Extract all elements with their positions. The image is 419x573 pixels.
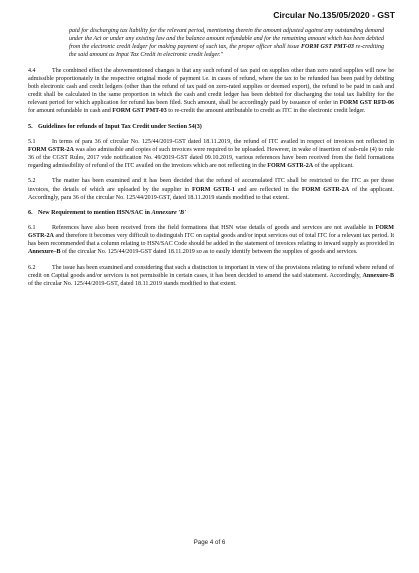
form-reference: FORM GSTR-2A — [301, 186, 350, 193]
form-reference: FORM GSTR-2A — [28, 224, 394, 240]
paragraph-4-4: 4.4 The combined effect the abovementioned changes is that any such refund of tax paid on supplies other than zero rated supplies will now be admissible proportionately in the respective original mode of payment i.e. in cases of refund, where the tax to be refunded has been paid by debiting both electronic cash and credit ledgers (other than the refund of tax paid on zero-rated supplies or deemed export), the refund to be paid in cash and credit shall be calculated in the same proportion in which the cash and credit ledger has been debited for discharging the total tax liability for the relevant period for which application for refund has been filed. Such amount, shall be accordingly paid by issuance of order in FORM GST RFD-06 for amount refundable in cash and FORM GST PMT-03 to re-credit the amount attributable to credit as ITC in the electronic credit ledger. — [28, 67, 394, 115]
paragraph-5-2: 5.2 The matter has been examined and it has been decided that the refund of accumulated ITC shall be restricted to the ITC as per those invoices, the details of which are uploaded by the supplier in FORM GSTR-1 and are reflected in the FORM GSTR-2A of the applicant. Accordingly, para 36 of the circular No. 125/44/2019-GST, dated 18.11.2019 stands modified to that extent. — [28, 178, 395, 201]
section-heading-5: 5. Guidelines for refunds of Input Tax Credit under Section 54(3) — [28, 123, 202, 130]
section-heading-6: 6. New Requirement to mention HSN/SAC in Annexure 'B' — [28, 209, 186, 216]
page-number-footer: Page 4 of 6 — [193, 539, 226, 546]
form-reference: FORM GSTR-2A — [267, 163, 314, 170]
paragraph-6-1: 6.1 References have also been received from the field formations that HSN wise details of goods and services are not available in FORM GSTR-2A and therefore it becomes very difficult to distinguish ITC on capital goods and/or input services out of total ITC for a relevant tax period. It has been recommended that a column relating to HSN/SAC Code should be added in the statement of invoices relating to inward supply as provided in Annexure–B of the circular No. 125/44/2019-GST dated 18.11.2019 so as to easily identify between the supplies of goods and services. — [28, 224, 394, 256]
paragraph-number: 6.1 — [28, 224, 36, 231]
circular-reference-header: Circular No.135/05/2020 - GST — [273, 10, 395, 20]
paragraph-number: 4.4 — [28, 67, 36, 74]
document-body — [28, 27, 394, 295]
paragraph-5-1: 5.1 In terms of para 36 of circular No. 125/44/2019-GST dated 18.11.2019, the refund of ITC availed in respect of invoices not reflected in FORM GSTR-2A was also admissible and copies of such invoices were required to be uploaded. However, in wake of insertion of sub-rule (4) to rule 36 of the CGST Rules, 2017 vide notification No. 49/2019-GST dated 09.10.2019, various references have been received from the field formations regarding admissibility of refund of the ITC availed on the invoices which are not reflecting in the FORM GSTR-2A of the applicant. — [28, 138, 394, 170]
paragraph-number: 5.1 — [28, 138, 36, 145]
form-reference: FORM GSTR-2A — [28, 146, 74, 153]
form-reference: FORM GST PMT-03 — [112, 108, 167, 115]
form-reference: FORM GST PMT-03 — [301, 44, 354, 51]
paragraph-number: 5.2 — [28, 178, 36, 185]
paragraph-6-2: 6.2 The issue has been examined and considering that such a distinction is important in view of the provisions relating to refund where refund of credit on Capital goods and/or services is not permissible in certain cases, it has been decided to amend the said statement. Accordingly, Annexure-B of the circular No. 125/44/2019-GST, dated 18.11.2019 stands modified to that extent. — [28, 264, 394, 287]
form-reference: FORM GST RFD-06 — [339, 100, 394, 107]
quoted-rule-text: paid for discharging tax liability for the relevant period, mentioning therein the amount adjusted against any outstanding demand under the Act or under any existing law and the balance amount refundable and for the remaining amount which has been debited from the electronic credit ledger for making payment of such tax, the proper officer shall issue FORM GST PMT-03 re-crediting the said amount as Input Tax Credit in electronic credit ledger." — [69, 28, 385, 59]
annexure-reference: Annexure–B — [28, 249, 61, 256]
paragraph-number: 6.2 — [28, 264, 36, 271]
form-reference: FORM GSTR-1 — [192, 186, 235, 193]
annexure-reference: Annexure-B — [362, 272, 394, 279]
